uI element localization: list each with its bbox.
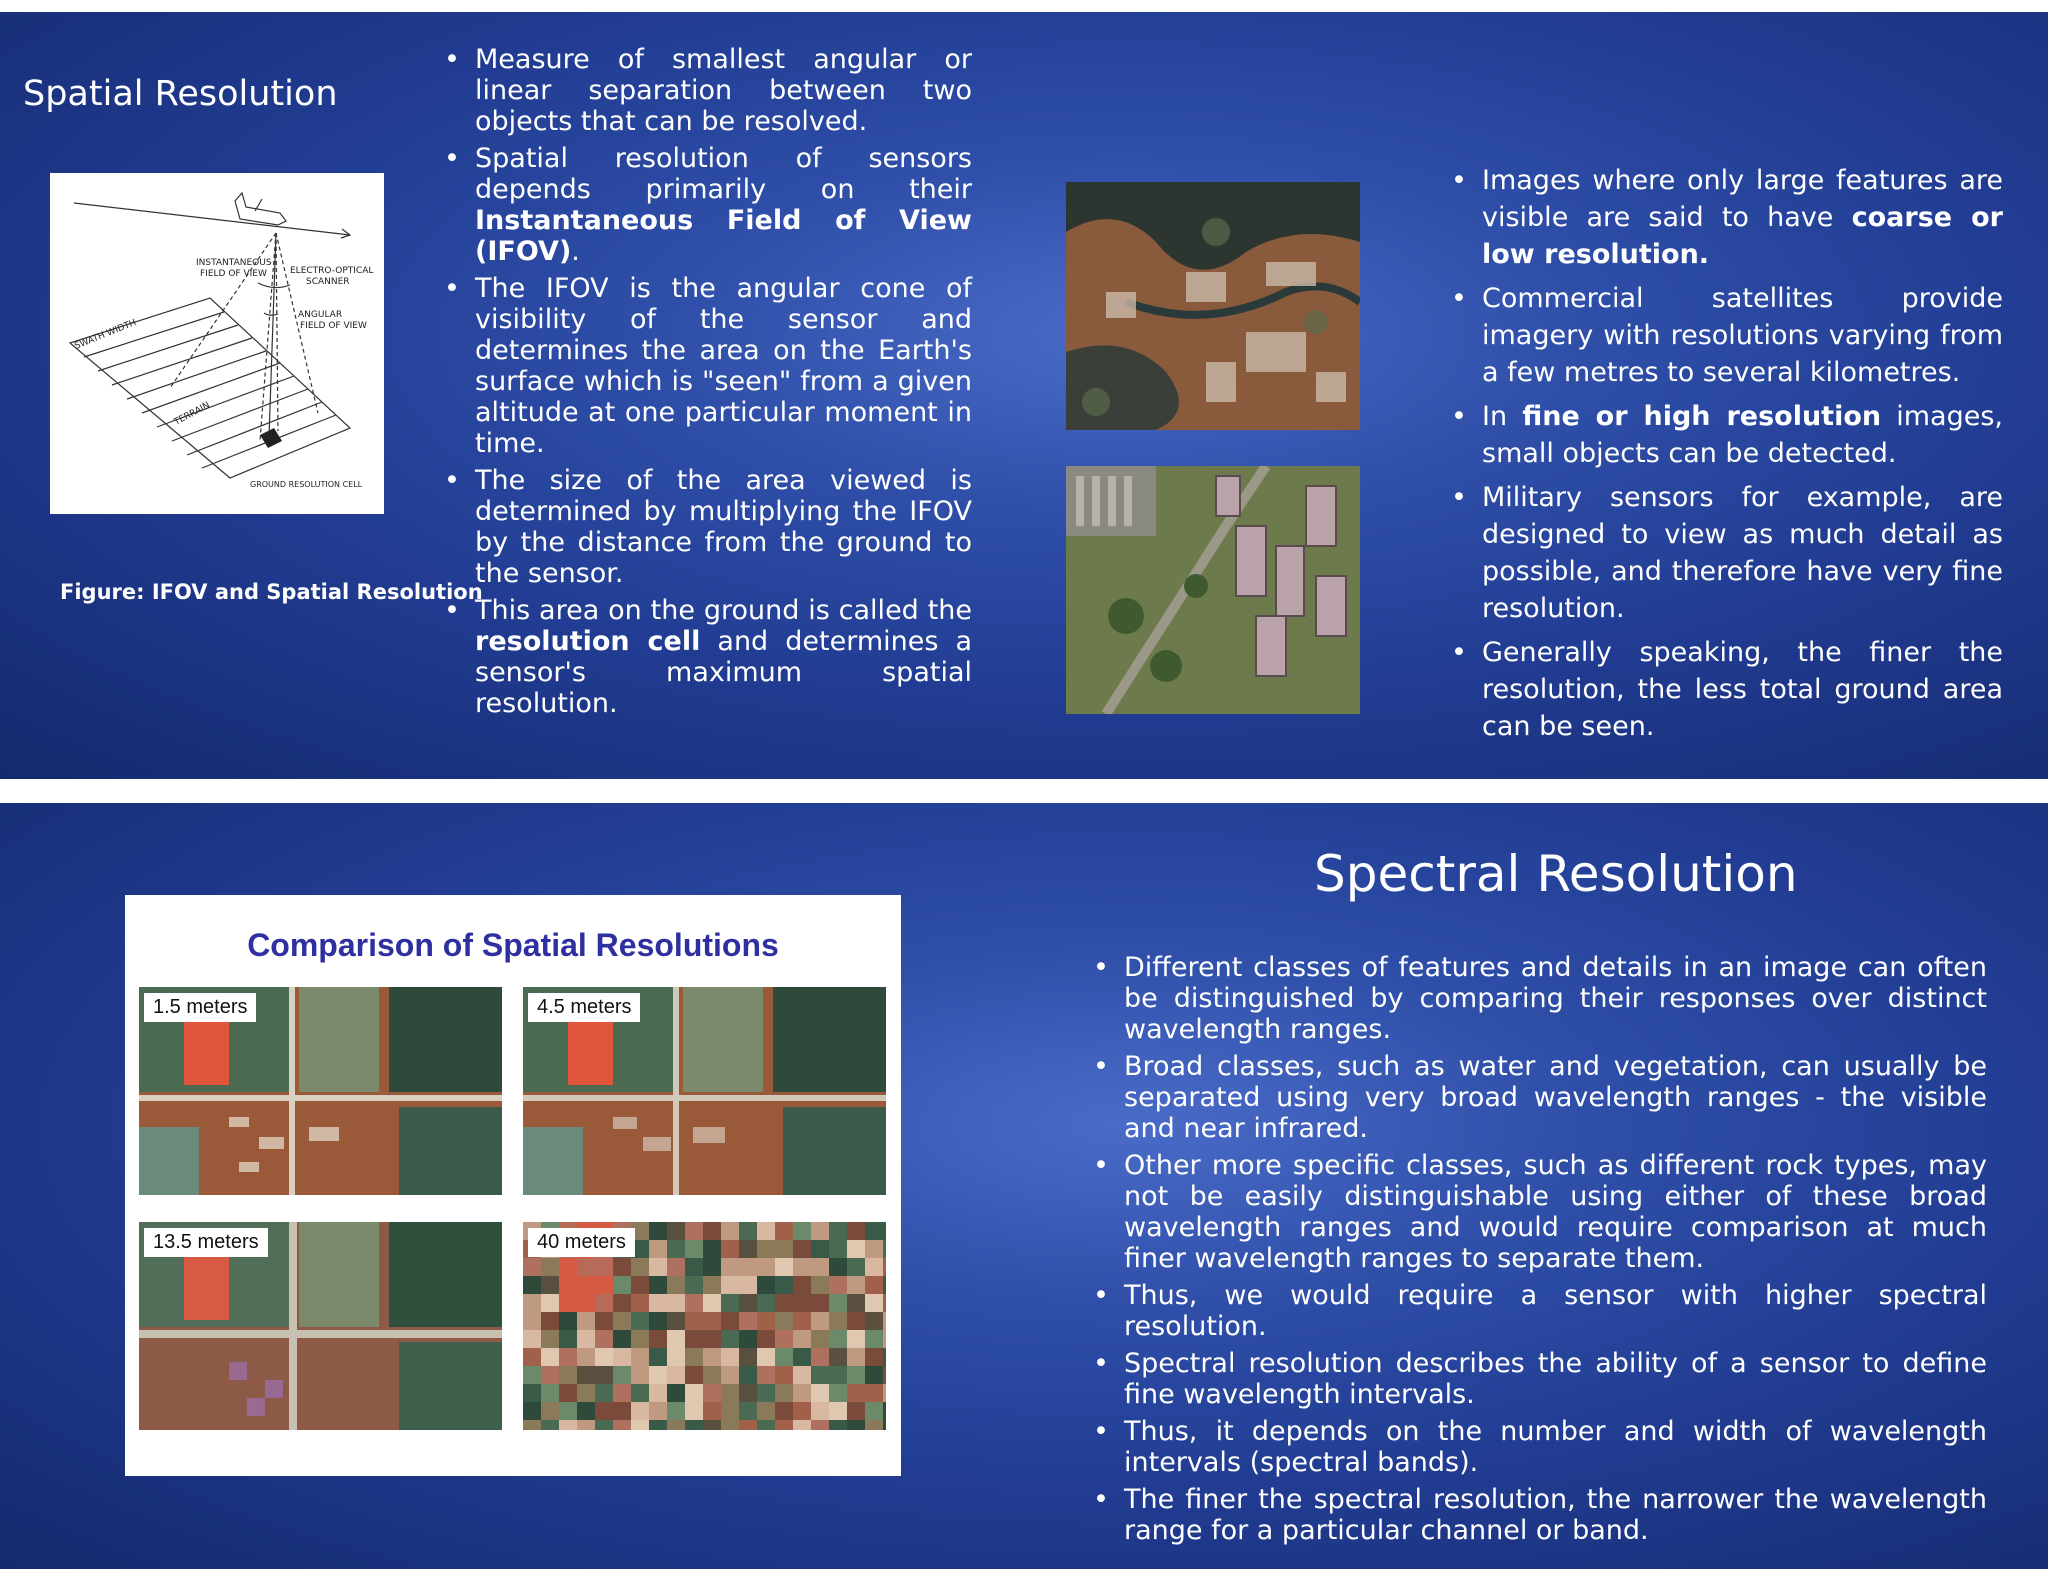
bullet-item: • Spectral resolution describes the ability of a sensor to define fine wavelength intervals.: [1089, 1348, 1987, 1410]
label-resolution-cell: GROUND RESOLUTION CELL: [250, 480, 363, 489]
bullet-item: • Thus, it depends on the number and width of wavelength intervals (spectral bands).: [1089, 1416, 1987, 1478]
tile-40m: [523, 1222, 886, 1430]
satellite-image-fine: [1066, 466, 1360, 714]
bullet-item: • In fine or high resolution images, small objects can be detected.: [1447, 398, 2003, 472]
bullet-item: • Thus, we would require a sensor with higher spectral resolution.: [1089, 1280, 1987, 1342]
bullet-item: • Broad classes, such as water and vegetation, can usually be separated using very broad wavelength ranges - the visible and near infrared.: [1089, 1051, 1987, 1144]
bullet-item: • Images where only large features are visible are said to have coarse or low resolution.: [1447, 162, 2003, 273]
label-terrain: TERRAIN: [172, 400, 212, 428]
tile-label: 40 meters: [528, 1228, 635, 1257]
tile-label: 4.5 meters: [528, 993, 640, 1022]
slide-spatial-resolution: [0, 12, 2048, 779]
bullet-item: • Commercial satellites provide imagery with resolutions varying from a few metres to several kilometres.: [1447, 280, 2003, 391]
bullet-item: • Spatial resolution of sensors depends primarily on their Instantaneous Field of View (IFOV).: [440, 143, 972, 267]
spatial-bullets: [440, 44, 972, 725]
bullet-item: • Different classes of features and details in an image can often be distinguished by comparing their responses over distinct wavelength ranges.: [1089, 952, 1987, 1045]
tile-13-5m: [139, 1222, 502, 1430]
tile-label: 1.5 meters: [144, 993, 256, 1022]
tile-label: 13.5 meters: [144, 1228, 268, 1257]
comparison-figure: [125, 895, 901, 1476]
spectral-bullets: [1089, 952, 1987, 1552]
label-instantaneous: INSTANTANEOUS: [196, 258, 272, 268]
bullet-item: • The size of the area viewed is determined by multiplying the IFOV by the distance from the ground to the sensor.: [440, 465, 972, 589]
bullet-item: • Military sensors for example, are designed to view as much detail as possible, and therefore have very fine resolution.: [1447, 479, 2003, 627]
ifov-figure: [50, 173, 384, 514]
comparison-title: Comparison of Spatial Resolutions: [247, 927, 779, 963]
label-fov: FIELD OF VIEW: [200, 269, 267, 279]
slide-title: Spatial Resolution: [23, 74, 338, 114]
label-angular-fov: FIELD OF VIEW: [300, 321, 367, 331]
bullet-item: • This area on the ground is called the resolution cell and determines a sensor's maximum spatial resolution.: [440, 595, 972, 719]
tile-4-5m: [523, 987, 886, 1195]
bullet-item: • Other more specific classes, such as different rock types, may not be easily distinguishable using either of these broad wavelength ranges and would require comparison at much finer wavelength ranges to separate them.: [1089, 1150, 1987, 1274]
bullet-item: • The finer the spectral resolution, the narrower the wavelength range for a particular channel or band.: [1089, 1484, 1987, 1546]
label-scanner: SCANNER: [306, 277, 350, 287]
bullet-item: • The IFOV is the angular cone of visibility of the sensor and determines the area on the Earth's surface which is "seen" from a given altitude at one particular moment in time.: [440, 273, 972, 459]
slide-title: Spectral Resolution: [1314, 845, 1798, 903]
label-electro: ELECTRO-OPTICAL: [290, 266, 374, 276]
label-swath: SWATH WIDTH: [73, 317, 138, 352]
label-angular: ANGULAR: [298, 310, 343, 320]
slide-spectral-resolution: [0, 803, 2048, 1569]
bullet-item: • Generally speaking, the finer the resolution, the less total ground area can be seen.: [1447, 634, 2003, 745]
bullet-item: • Measure of smallest angular or linear separation between two objects that can be resolved.: [440, 44, 972, 137]
figure-caption: Figure: IFOV and Spatial Resolution: [60, 580, 483, 604]
resolution-bullets: [1447, 162, 2003, 752]
satellite-image-coarse: [1066, 182, 1360, 430]
tile-1-5m: [139, 987, 502, 1195]
ifov-diagram: [50, 173, 384, 514]
